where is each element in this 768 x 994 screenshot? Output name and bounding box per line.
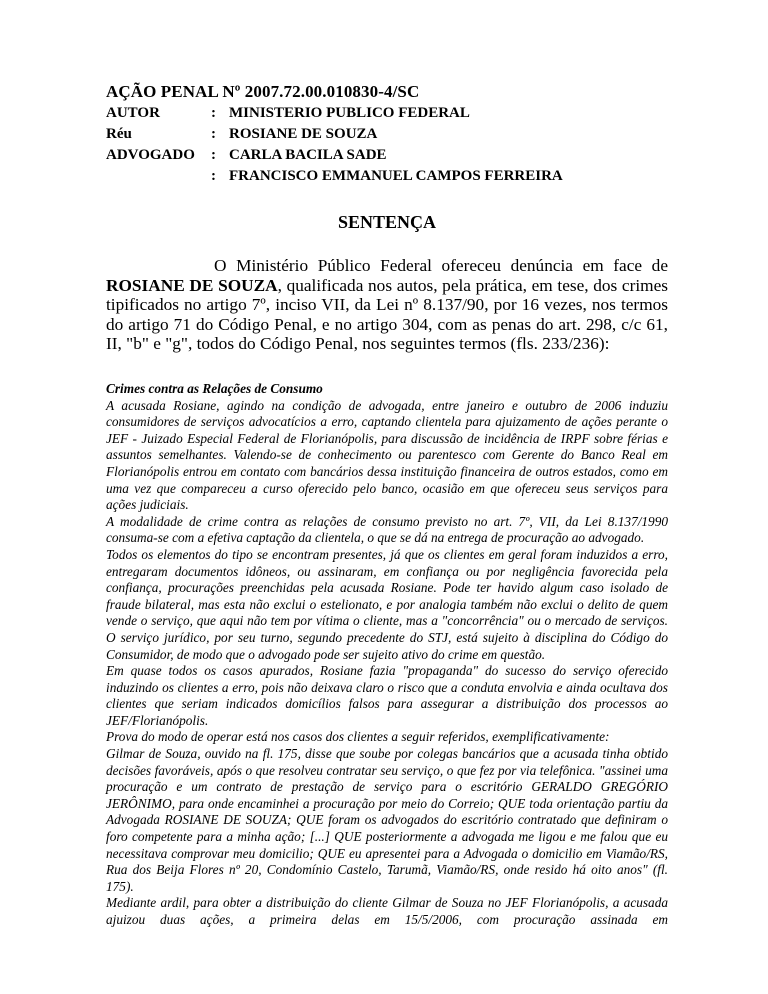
party-role: ADVOGADO — [106, 147, 195, 163]
defendant-name: ROSIANE DE SOUZA — [106, 275, 278, 295]
intro-paragraph — [106, 256, 668, 354]
quote-paragraph: A modalidade de crime contra as relações de consumo previsto no art. 7º, VII, da Lei 8.137/1990 consuma-se com a efetiva captação da clientela, o que se dá na entrega de procuração ao advogado. — [106, 513, 668, 546]
party-role: Réu — [106, 126, 132, 142]
party-row-advogado — [106, 147, 387, 164]
quote-paragraph: Mediante ardil, para obter a distribuição do cliente Gilmar de Souza no JEF Florianópolis, a acusada ajuizou duas ações, a primeira delas em 15/5/2006, com procuração assinada em — [106, 895, 668, 927]
party-name: ROSIANE DE SOUZA — [229, 126, 378, 142]
quote-paragraph: Em quase todos os casos apurados, Rosiane fazia "propaganda" do sucesso do serviço oferecido induzindo os clientes a erro, pois não deixava claro o risco que a conduta envolvia e ainda ocultava dos clientes que seriam indicados domicílios falsos para assegurar a distribuição dos processos ao JEF/Florianópolis. — [106, 663, 668, 728]
case-title: AÇÃO PENAL Nº 2007.72.00.010830-4/SC — [106, 82, 420, 101]
party-separator: : — [211, 147, 216, 163]
party-separator: : — [211, 126, 216, 142]
party-row-advogado-2 — [106, 168, 563, 185]
quote-paragraph: Gilmar de Souza, ouvido na fl. 175, disse que soube por colegas bancários que a acusada tinha obtido decisões favoráveis, após o que resolveu contratar seu serviço, o que fez por via telefônica. "assinei uma procuração e um contrato de prestação de serviço para o escritório GERALDO GREGÓRIO JERÔNIMO, para onde encaminhei a procuração por meio do Correio; QUE toda orientação partiu da Advogada ROSIANE DE SOUZA; QUE foram os advogados do escritório contratado que definiram o foro competente para a minha ação; [...] QUE posteriormente a advogada me ligou e me falou que eu necessitava comprovar meu domicilio; QUE eu apresentei para a Advogada o domicilio em Viamão/RS, Rua dos Beija Flores nº 20, Condomínio Castelo, Tarumã, Viamão/RS, onde resido há oito anos" (fl. 175). — [106, 746, 668, 894]
quote-paragraph: A acusada Rosiane, agindo na condição de advogada, entre janeiro e outubro de 2006 induziu consumidores de serviços advocatícios a erro, captando clientela para ajuizamento de ações perante o JEF - Juizado Especial Federal de Florianópolis, para discussão de incidência de IRPF sobre férias e assuntos semelhantes. Valendo-se de conhecimento ou parentesco com Gerente do Banco Real em Florianópolis entrou em contato com bancários dessa instituição financeira de outros estados, como em uma vez que compareceu a curso oferecido pelo banco, ocasião em que ofereceu seus serviços para ações judiciais. — [106, 397, 668, 513]
intro-text-1: O Ministério Público Federal ofereceu denúncia em face de — [214, 256, 668, 275]
party-name: FRANCISCO EMMANUEL CAMPOS FERREIRA — [229, 168, 563, 184]
party-row-autor — [106, 105, 470, 122]
party-row-reu — [106, 126, 377, 143]
party-separator: : — [211, 105, 216, 121]
quoted-complaint — [106, 381, 668, 929]
sentence-title: SENTENÇA — [337, 212, 437, 232]
quote-paragraph: Todos os elementos do tipo se encontram presentes, já que os clientes em geral foram induzidos a erro, entregaram documentos idôneos, ou assinaram, em confiança ou por negligência favorecida pela confiança, procurações preenchidas pela acusada Rosiane. Pode ter havido algum caso isolado de fraude bilateral, mas esta não exclui o estelionato, e por analogia também não exclui o delito de quem vende o serviço, que aqui não tem por vítima o cliente, mas a "concorrência" ou o mercado de serviços. O serviço jurídico, por seu turno, segundo precedente do STJ, está sujeito à disciplina do Código do Consumidor, de modo que o advogado pode ser sujeito ativo do crime em questão. — [106, 546, 668, 662]
party-name: CARLA BACILA SADE — [229, 147, 387, 163]
quote-heading: Crimes contra as Relações de Consumo — [106, 381, 323, 396]
party-name: MINISTERIO PUBLICO FEDERAL — [229, 105, 470, 121]
quote-paragraph: Prova do modo de operar está nos casos dos clientes a seguir referidos, exemplificativamente: — [106, 729, 610, 745]
party-role: AUTOR — [106, 105, 160, 121]
intro-text-2: , qualificada nos autos, pela prática, em tese, dos crimes tipificados no artigo 7º, inciso VII, da Lei nº 8.137/90, por 16 vezes, nos termos do artigo 71 do Código Penal, e no artigo 304, com as penas do art. 298, c/c 61, II, "b" e "g", todos do Código Penal, nos seguintes termos (fls. 233/236): — [106, 275, 668, 354]
party-separator: : — [211, 168, 216, 184]
